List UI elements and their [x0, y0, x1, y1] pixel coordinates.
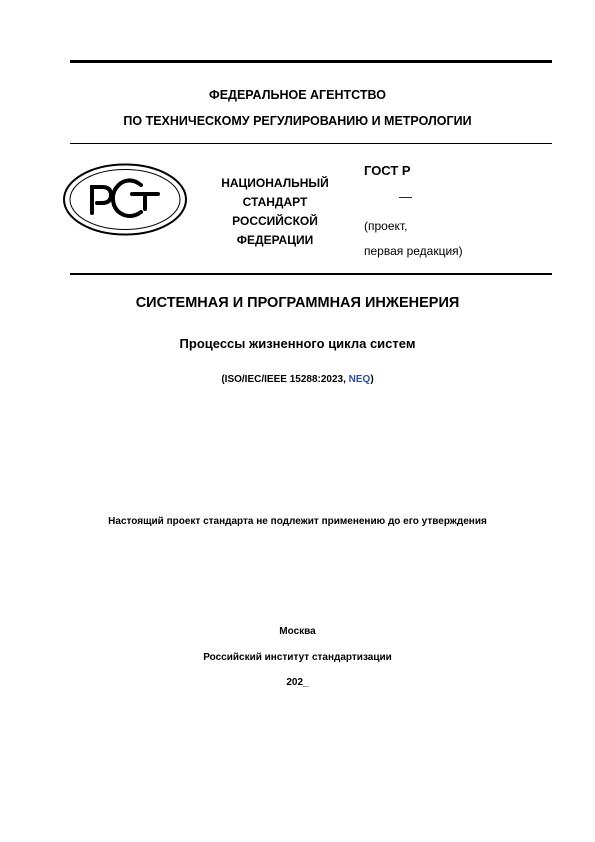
agency-line-2: ПО ТЕХНИЧЕСКОМУ РЕГУЛИРОВАНИЮ И МЕТРОЛОГИИ	[123, 114, 472, 128]
national-standard-line-2: СТАНДАРТ	[242, 195, 308, 209]
draft-status-line-2: первая редакция)	[364, 244, 463, 258]
national-standard-line-1: НАЦИОНАЛЬНЫЙ	[221, 176, 329, 190]
header-rule	[70, 273, 552, 275]
draft-status	[364, 214, 463, 264]
international-reference	[0, 374, 595, 385]
publisher-name: Российский институт стандартизации	[203, 652, 392, 663]
national-standard-line-3: РОССИЙСКОЙ	[232, 214, 318, 228]
agency-line-1: ФЕДЕРАЛЬНОЕ АГЕНТСТВО	[209, 88, 386, 102]
draft-notice: Настоящий проект стандарта не подлежит применению до его утверждения	[108, 516, 487, 527]
agency-rule	[70, 143, 552, 144]
document-title: СИСТЕМНАЯ И ПРОГРАММНАЯ ИНЖЕНЕРИЯ	[135, 295, 460, 311]
reference-suffix: )	[370, 374, 374, 385]
rst-logo-icon	[62, 163, 188, 236]
draft-status-line-1: (проект,	[364, 219, 408, 233]
reference-prefix: (ISO/IEC/IEEE 15288:2023,	[221, 374, 349, 385]
gost-number-dash: —	[399, 189, 412, 204]
publication-year: 202_	[286, 677, 309, 688]
document-subtitle: Процессы жизненного цикла систем	[179, 336, 416, 351]
publication-city: Москва	[279, 626, 316, 637]
reference-neq: NEQ	[348, 374, 371, 385]
agency-name	[0, 82, 595, 134]
gost-designation: ГОСТ Р	[364, 163, 411, 178]
top-rule	[70, 60, 552, 63]
national-standard-label	[190, 174, 360, 250]
national-standard-line-4: ФЕДЕРАЦИИ	[236, 233, 314, 247]
